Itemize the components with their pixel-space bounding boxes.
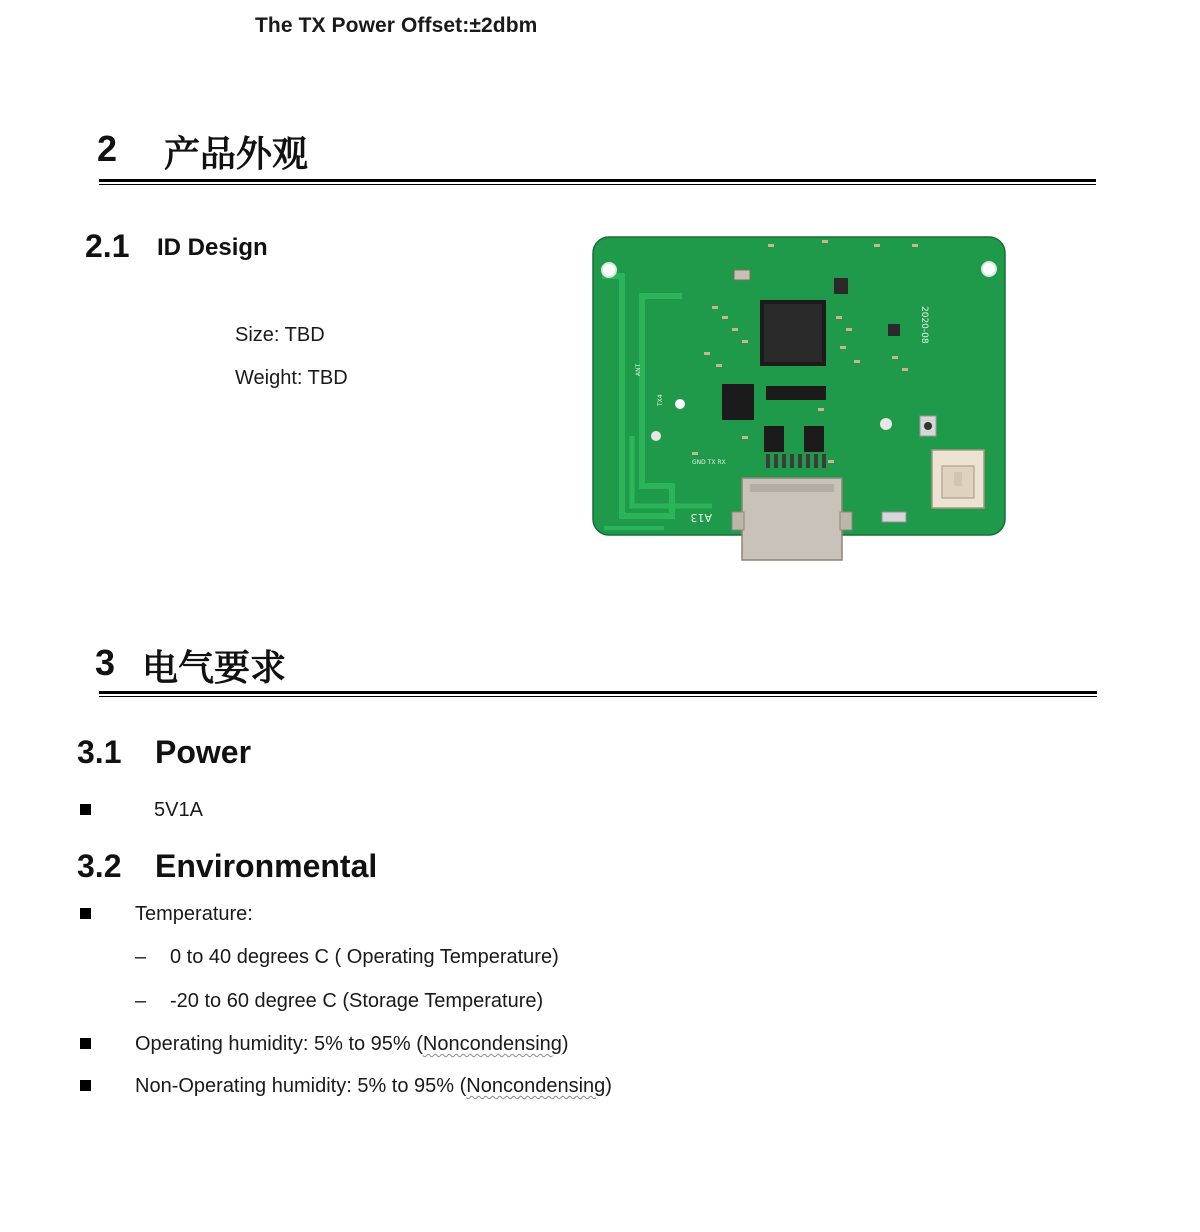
section-3-1-number: 3.1 <box>77 734 122 770</box>
section-2-number: 2 <box>97 128 118 169</box>
section-3-1-title: Power <box>155 734 252 770</box>
svg-text:2020-08: 2020-08 <box>919 306 929 344</box>
operating-temperature-item: 0 to 40 degrees C ( Operating Temperature) <box>170 946 559 968</box>
section-2-1-title: ID Design <box>157 234 268 261</box>
svg-text:TX4: TX4 <box>657 394 664 406</box>
operating-humidity-item <box>135 1033 569 1056</box>
svg-text:ANT: ANT <box>635 363 642 376</box>
section-2-title: 产品外观 <box>164 134 309 175</box>
power-item-5v1a: 5V1A <box>154 799 203 821</box>
size-text: Size: TBD <box>235 324 325 346</box>
operating-humidity-word: Noncondensing <box>422 1033 562 1055</box>
section-2-rule-thin <box>99 184 1096 185</box>
bullet-icon <box>80 1038 91 1049</box>
svg-text:GND TX RX: GND TX RX <box>692 459 726 466</box>
section-3-rule-thick <box>99 691 1097 694</box>
svg-text:A13: A13 <box>690 511 712 524</box>
storage-temperature-item: -20 to 60 degree C (Storage Temperature) <box>170 990 544 1012</box>
temperature-label: Temperature: <box>135 903 253 925</box>
section-2-1-number: 2.1 <box>85 228 130 264</box>
non-operating-humidity-suffix: ) <box>605 1075 612 1097</box>
bullet-icon <box>80 908 91 919</box>
section-3-rule-thin <box>99 696 1097 697</box>
operating-humidity-prefix: Operating humidity: 5% to 95% ( <box>135 1033 423 1055</box>
section-2-rule-thick <box>99 179 1096 182</box>
weight-text: Weight: TBD <box>235 367 348 389</box>
non-operating-humidity-item <box>135 1075 612 1098</box>
section-3-title: 电气要求 <box>142 648 287 689</box>
pcb-board-image <box>592 236 1006 562</box>
section-3-2-number: 3.2 <box>77 848 122 884</box>
dash-icon: – <box>135 946 147 968</box>
bullet-icon <box>80 1080 91 1091</box>
non-operating-humidity-word: Noncondensing <box>466 1075 606 1097</box>
bullet-icon <box>80 804 91 815</box>
operating-humidity-suffix: ) <box>561 1033 569 1055</box>
non-operating-humidity-prefix: Non-Operating humidity: 5% to 95% ( <box>135 1075 467 1097</box>
section-3-2-title: Environmental <box>155 848 378 884</box>
section-3-number: 3 <box>95 642 116 683</box>
tx-power-offset-text: The TX Power Offset:±2dbm <box>255 14 538 37</box>
dash-icon: – <box>135 990 147 1012</box>
